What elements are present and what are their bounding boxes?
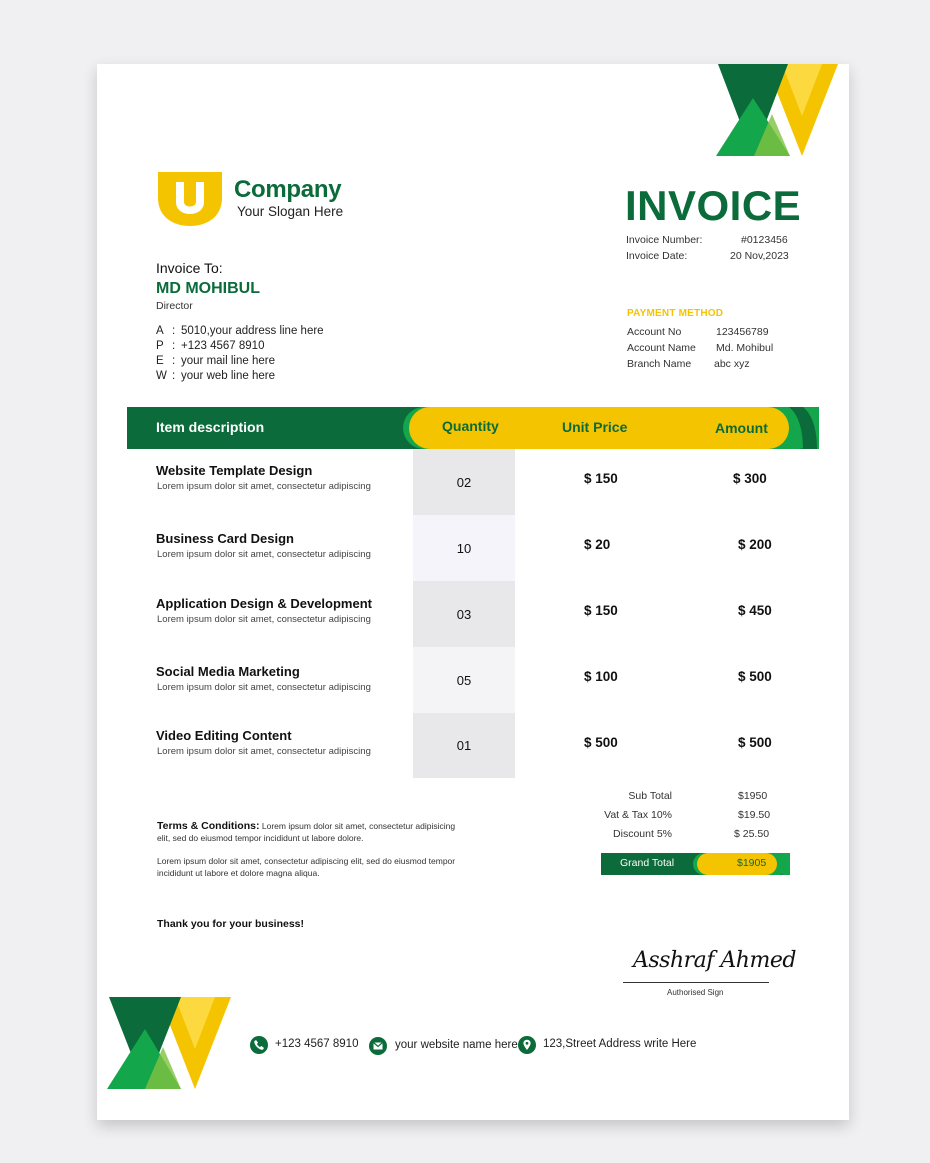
location-pin-icon [518,1036,536,1054]
th-amount: Amount [715,420,768,436]
contact-phone-sep: : [172,340,176,352]
company-name: Company [234,176,342,203]
table-row [97,449,849,515]
branch-name: abc xyz [714,358,750,370]
invoice-number-label: Invoice Number: [626,234,703,246]
signature-label: Authorised Sign [667,988,724,997]
vat-value: $19.50 [738,809,771,821]
top-right-triangle-decoration [714,64,840,156]
discount-value: $ 25.50 [734,828,770,840]
signature: Asshraf Ahmed [633,948,796,973]
footer-address: 123,Street Address write Here [543,1038,697,1050]
item-title: Video Editing Content [156,728,292,743]
table-row [97,515,849,581]
item-amount: $ 200 [738,537,772,552]
item-amount: $ 300 [733,471,767,486]
th-quantity: Quantity [442,418,499,434]
invoice-title: INVOICE [625,182,802,229]
item-unit-price: $ 500 [584,735,618,750]
th-unit-price: Unit Price [562,419,628,435]
item-title: Business Card Design [156,531,294,546]
bottom-left-triangle-decoration [107,997,231,1089]
contact-email-sep: : [172,355,176,367]
item-subtitle: Lorem ipsum dolor sit amet, consectetur adipiscing [157,614,371,625]
terms-text: Lorem ipsum dolor sit amet, consectetur adipisicing elit, sed do eiusmod tempor incididunt ut labore dolore. [157,821,456,843]
terms-conditions [157,820,467,844]
contact-web-key: W [156,370,167,382]
client-name: MD MOHIBUL [156,280,260,297]
branch-name-label: Branch Name [627,358,692,370]
table-row [97,713,849,778]
terms-text-2: Lorem ipsum dolor sit amet, consectetur adipiscing elit, sed do eiusmod tempor incididunt ut labore et dolore magna aliqua. [157,856,456,878]
company-slogan: Your Slogan Here [237,204,344,219]
contact-email: your mail line here [181,355,275,367]
contact-phone: +123 4567 8910 [181,340,265,352]
contact-web: your web line here [181,370,275,382]
footer-phone: +123 4567 8910 [275,1038,359,1050]
item-amount: $ 500 [738,735,772,750]
contact-email-key: E [156,355,164,367]
item-unit-price: $ 20 [584,537,611,552]
discount-label: Discount 5% [613,828,672,840]
table-row [97,581,849,647]
item-amount: $ 450 [738,603,772,618]
contact-address: 5010,your address line here [181,325,324,337]
item-subtitle: Lorem ipsum dolor sit amet, consectetur adipiscing [157,746,371,757]
account-no-label: Account No [627,326,682,338]
grand-total-value: $1905 [737,857,767,869]
item-unit-price: $ 150 [584,471,618,486]
thank-you-note: Thank you for your business! [157,918,305,930]
grand-total-label: Grand Total [620,857,675,869]
invoice-date: 20 Nov,2023 [730,250,789,262]
contact-address-sep: : [172,325,176,337]
contact-address-key: A [156,325,164,337]
email-icon [369,1037,387,1055]
item-quantity: 01 [413,713,515,778]
th-item-description: Item description [156,419,265,435]
invoice-date-label: Invoice Date: [626,250,688,262]
item-quantity: 03 [413,581,515,647]
item-title: Application Design & Development [156,596,372,611]
item-title: Website Template Design [156,463,313,478]
invoice-to-label: Invoice To: [156,260,223,276]
account-name: Md. Mohibul [716,342,774,354]
subtotal-label: Sub Total [628,790,672,802]
vat-label: Vat & Tax 10% [604,809,672,821]
item-quantity: 02 [413,449,515,515]
shield-u-icon [156,170,224,228]
terms-label: Terms & Conditions: [157,820,260,832]
item-subtitle: Lorem ipsum dolor sit amet, consectetur adipiscing [157,682,371,693]
signature-line [623,982,769,983]
invoice-page [97,64,849,1120]
client-role: Director [156,300,193,312]
account-no: 123456789 [716,326,769,338]
subtotal-value: $1950 [738,790,768,802]
account-name-label: Account Name [627,342,696,354]
grand-total-bar [601,853,790,875]
item-subtitle: Lorem ipsum dolor sit amet, consectetur adipiscing [157,549,371,560]
phone-icon [250,1036,268,1054]
item-amount: $ 500 [738,669,772,684]
contact-phone-key: P [156,340,164,352]
table-header [127,407,819,449]
item-quantity: 10 [413,515,515,581]
item-unit-price: $ 150 [584,603,618,618]
invoice-number: #0123456 [741,234,788,246]
item-unit-price: $ 100 [584,669,618,684]
payment-method-title: PAYMENT METHOD [627,308,724,319]
item-quantity: 05 [413,647,515,713]
table-row [97,647,849,713]
contact-web-sep: : [172,370,176,382]
footer-website: your website name here [395,1039,518,1051]
item-subtitle: Lorem ipsum dolor sit amet, consectetur adipiscing [157,481,371,492]
item-title: Social Media Marketing [156,664,300,679]
